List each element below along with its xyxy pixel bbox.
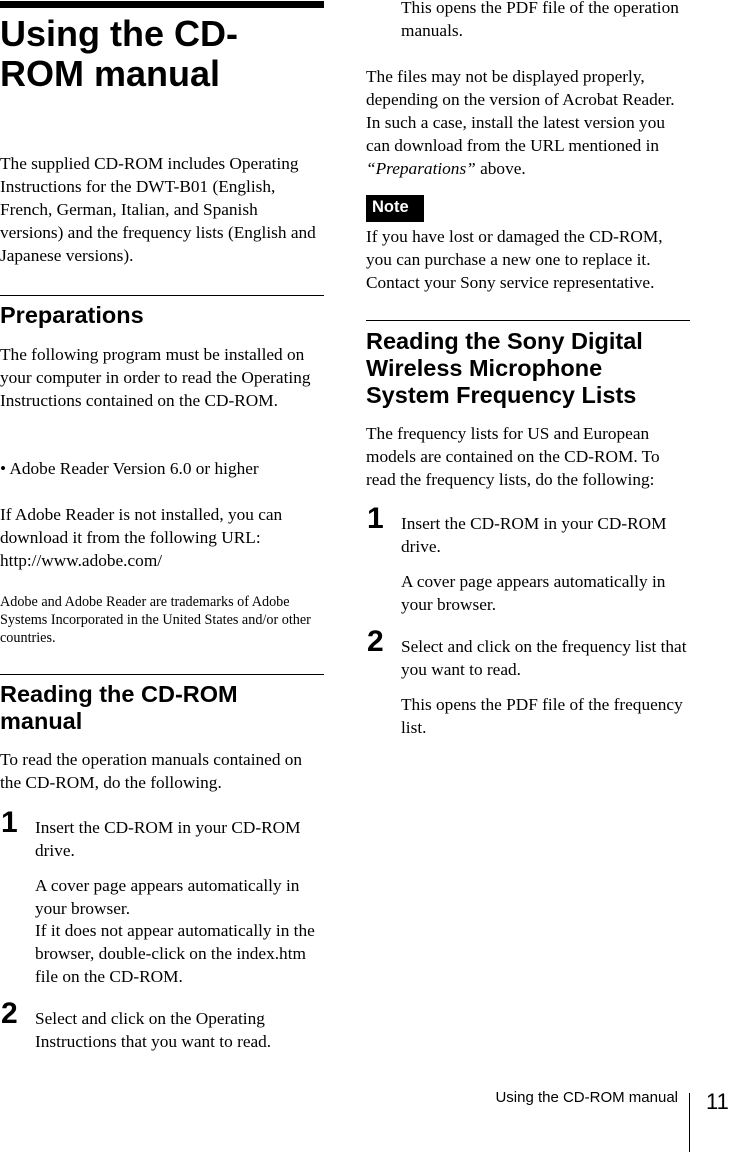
preparations-reference: “Preparations”	[366, 159, 476, 178]
step-text: Insert the CD-ROM in your CD-ROM drive.	[35, 818, 301, 860]
adobe-url-link[interactable]: http://www.adobe.com/	[0, 551, 163, 570]
note-badge: Note	[366, 195, 424, 222]
step-text: Select and click on the frequency list that you want to read.	[401, 637, 687, 679]
install-text	[0, 503, 324, 572]
requirement-bullet: • Adobe Reader Version 6.0 or higher	[0, 459, 259, 478]
reading-cdrom-heading: Reading the CD-ROM manual	[0, 681, 238, 734]
step-number: 2	[1, 997, 18, 1030]
title-bar	[0, 1, 324, 8]
step-detail: This opens the PDF file of the frequency list.	[401, 695, 683, 737]
display-note-text: The files may not be displayed properly, depending on the version of Acrobat Reader. In such a case, install the latest version you can download from the URL mentioned in	[366, 67, 675, 155]
page-number: 11	[706, 1089, 729, 1114]
step-text: Insert the CD-ROM in your CD-ROM drive.	[401, 514, 667, 556]
section-divider	[0, 674, 324, 675]
section-divider	[366, 320, 690, 321]
step-detail: A cover page appears automatically in your browser.	[401, 572, 666, 614]
preparations-heading: Preparations	[0, 302, 144, 328]
reading-cdrom-intro: To read the operation manuals contained on the CD-ROM, do the following.	[0, 750, 303, 792]
step-detail: This opens the PDF file of the operation manuals.	[401, 0, 679, 40]
step-number: 1	[367, 502, 384, 535]
section-divider	[0, 295, 324, 296]
note-text: If you have lost or damaged the CD-ROM, you can purchase a new one to replace it. Contact your Sony service representative.	[366, 227, 663, 292]
install-instructions: If Adobe Reader is not installed, you can download it from the following URL:	[0, 505, 283, 547]
trademark-notice: Adobe and Adobe Reader are trademarks of Adobe Systems Incorporated in the United States and/or other countries.	[0, 594, 311, 646]
display-note	[366, 65, 690, 180]
footer-divider	[689, 1093, 690, 1152]
page-title: Using the CD-ROM manual	[0, 13, 238, 94]
freq-lists-heading: Reading the Sony Digital Wireless Microphone System Frequency Lists	[366, 328, 643, 408]
freq-lists-intro: The frequency lists for US and European models are contained on the CD-ROM. To read the frequency lists, do the following:	[366, 424, 660, 489]
intro-paragraph: The supplied CD-ROM includes Operating Instructions for the DWT-B01 (English, French, German, Italian, and Spanish versions) and the frequency lists (English and Japanese versions).	[0, 154, 316, 265]
step-detail: If it does not appear automatically in the browser, double-click on the index.htm file on the CD-ROM.	[35, 921, 315, 986]
step-text: Select and click on the Operating Instructions that you want to read.	[35, 1009, 272, 1051]
preparations-text: The following program must be installed on your computer in order to read the Operating Instructions contained on the CD-ROM.	[0, 345, 311, 410]
step-detail: A cover page appears automatically in your browser.	[35, 876, 300, 918]
step-number: 2	[367, 625, 384, 658]
step-number: 1	[1, 806, 18, 839]
footer-section-label: Using the CD-ROM manual	[495, 1089, 678, 1106]
display-note-tail: above.	[475, 159, 526, 178]
